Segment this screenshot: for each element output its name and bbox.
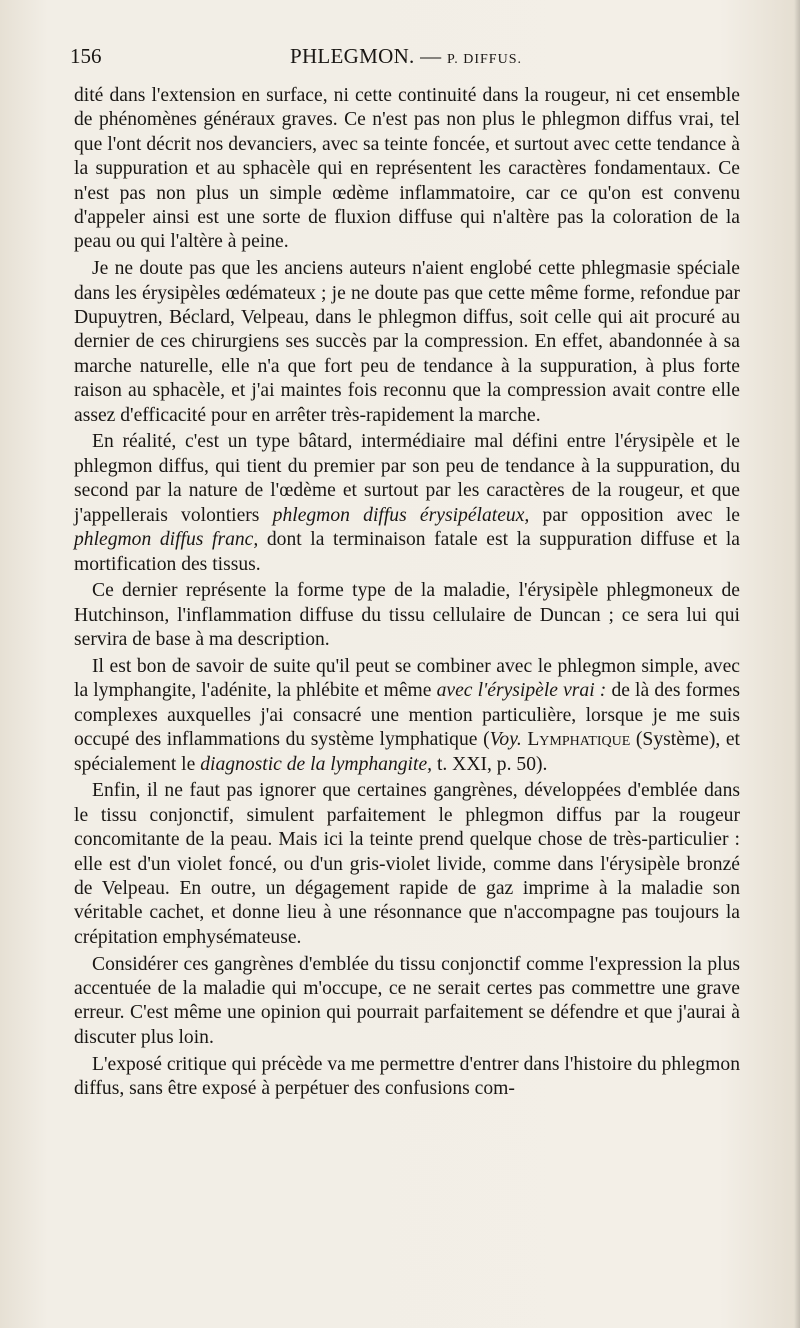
term-erysipele-vrai: avec l'érysipèle vrai : (436, 680, 607, 702)
running-title-main: PHLEGMON. — (289, 44, 448, 68)
paragraph-3-text-c: par opposition avec le (529, 504, 740, 526)
paragraph-7: Considérer ces gangrènes d'emblée du tissu conjonctif comme l'expression la plus accentuée de la maladie qui m'occupe, ce ne serait certes pas commettre une grave erreur. C'est même une opinion qui pourrait parfaitement se défendre et que j'aurai à discuter plus loin. (74, 953, 740, 1048)
paragraph-6: Enfin, il ne faut pas ignorer que certaines gangrènes, développées d'emblée dans le tissu conjonctif, simulent parfaitement le phlegmon diffus par la rougeur concomitante de la peau. Mais ici la teinte prend quelque chose de très-particulier : elle est d'un violet foncé, ou d'un gris-violet livide, comme dans l'érysipèle bronzé de Velpeau. En outre, un dégagement rapide de gaz imprime à la maladie son véritable cachet, et donne lieu à une résonnance que n'accompagne pas toujours la crépitation emphysémateuse. (74, 780, 740, 948)
paragraph-5-text-g: (Système), et spécialement le (74, 729, 740, 775)
paragraph-8: L'exposé critique qui précède va me permettre d'entrer dans l'histoire du phlegmon diffus, sans être exposé à perpétuer des confusions com- (74, 1053, 740, 1099)
paragraph-5-text-i: t. XXI, p. 50). (432, 753, 548, 775)
ref-lymphatique: Lymphatique (527, 729, 631, 751)
running-title-subtitle: P. DIFFUS. (447, 52, 522, 67)
page-number: 156 (70, 44, 102, 68)
page-header (70, 44, 742, 74)
term-phlegmon-franc: phlegmon diffus franc, (74, 529, 259, 551)
paragraph-4: Ce dernier représente la forme type de la maladie, l'érysipèle phlegmoneux de Hutchinson, l'inflammation diffuse du tissu cellulaire de Duncan ; ce sera lui qui servira de base à ma description. (74, 580, 740, 651)
ref-diagnostic-lymphangite: diagnostic de la lymphangite, (200, 753, 433, 775)
paragraph-2: Je ne doute pas que les anciens auteurs n'aient englobé cette phlegmasie spéciale dans les érysipèles œdémateux ; je ne doute pas que cette même forme, refondue par Dupuytren, Béclard, Velpeau, dans le phlegmon diffus, soit celle qui ait procuré au dernier de ces chirurgiens ses succès par la compression. En effet, abandonnée à sa marche naturelle, elle n'a que fort peu de tendance à la suppuration, à plus forte raison au sphacèle, et j'ai maintes fois reconnu que la compression avait contre elle assez d'efficacité pour en arrêter très-rapidement la marche. (74, 258, 740, 426)
paragraph-3-text-a: En réalité, c'est un type bâtard, intermédiaire mal défini entre l'érysipèle et le phlegmon diffus, qui tient du premier par son peu de tendance à la suppuration, du second par la nature de l'œdème et surtout par les caractères de la rougeur, et que j'appellerais volontiers (74, 431, 740, 526)
paragraph-1: dité dans l'extension en surface, ni cette continuité dans la rougeur, ni cet ensemble de phénomènes généraux graves. Ce n'est pas non plus le phlegmon diffus vrai, tel que l'ont décrit nos devanciers, avec sa teinte foncée, et surtout avec cette tendance à la suppuration et au sphacèle qui en représentent les caractères fondamentaux. Ce n'est pas non plus un simple œdème inflammatoire, car ce qu'on est convenu d'appeler ainsi est une sorte de fluxion diffuse qui n'altère pas la coloration de la peau ou qui l'altère à peine. (74, 85, 740, 253)
term-phlegmon-erysipelateux: phlegmon diffus érysipélateux, (272, 504, 530, 526)
body-text (74, 84, 740, 1104)
paragraph-3 (74, 430, 740, 576)
paragraph-5-text-a: Il est bon de savoir de suite qu'il peut se combiner avec le phlegmon simple, avec la lymphangite, l'adénite, la phlébite et même (74, 655, 740, 702)
paragraph-3-text-e: dont la terminaison fatale est la suppuration diffuse et la mortification des tissus. (74, 529, 740, 575)
running-title (70, 44, 742, 69)
paragraph-5 (74, 655, 740, 777)
ref-voy: Voy. (489, 729, 522, 751)
page-edge-shadow (794, 0, 800, 1328)
paragraph-5-text-c: de là des formes complexes auxquelles j'ai consacré une mention particulière, lorsque je me suis occupé des inflammations du système lymphatique ( (74, 680, 740, 751)
